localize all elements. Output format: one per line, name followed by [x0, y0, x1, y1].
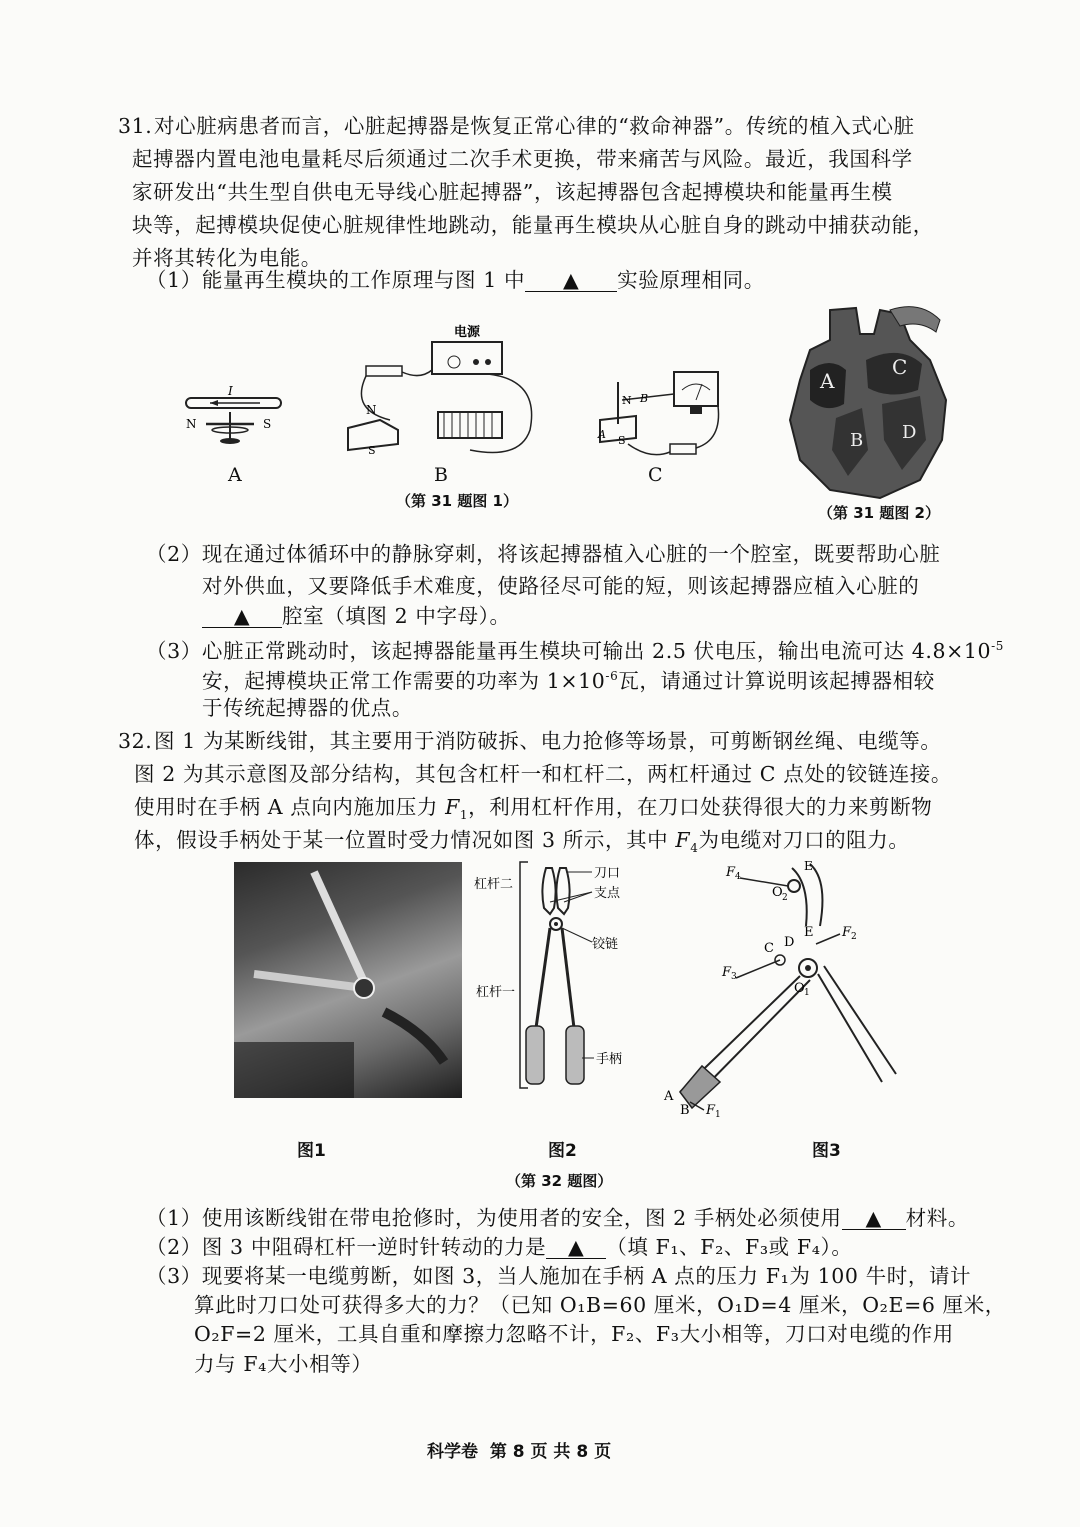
heart-chamber-a: A	[820, 369, 835, 393]
q32-part3-line-1: （3）现要将某一电缆剪断，如图 3，当人施加在手柄 A 点的压力 F₁为 100 牛时，请计	[146, 1264, 972, 1288]
fig3-f1: F	[706, 1103, 716, 1118]
fig3-f4: F	[726, 865, 736, 880]
fig2-part-blade: 刀口	[594, 866, 621, 881]
q31-part1-answer-blank[interactable]	[525, 269, 617, 292]
q31-part2-line-1: （2）现在通过体循环中的静脉穿刺，将该起搏器植入心脏的一个腔室，既要帮助心脏	[146, 542, 941, 566]
fig1-b-north: N	[366, 403, 377, 417]
q31-part2-text-after: 腔室（填图 2 中字母）。	[282, 604, 511, 628]
q32-figure-2-diagram	[470, 858, 640, 1096]
q31-part3-text-2b: 瓦，请通过计算说明该起搏器相较	[618, 668, 935, 693]
q31-part3-text-1: （3）心脏正常跳动时，该起搏器能量再生模块可输出 2.5 伏电压，输出电流可达 4.8×10	[146, 638, 992, 663]
q31-part1	[146, 266, 765, 294]
fig1-caption: （第 31 题图 1）	[396, 492, 518, 510]
q32-f4-sub: 4	[690, 841, 699, 856]
q32-figure-caption: （第 32 题图）	[506, 1172, 613, 1190]
q31-number: 31.	[118, 114, 153, 138]
q32-part3-line-4: 力与 F₄大小相等）	[194, 1352, 373, 1376]
q32-fig-label-2: 图2	[548, 1141, 577, 1161]
fig3-a: A	[664, 1089, 674, 1104]
fig3-f2: F	[842, 925, 852, 940]
q32-part1-answer-blank[interactable]	[842, 1207, 906, 1230]
q31-part3-text-2: 安，起搏模块正常工作需要的功率为 1×10	[202, 668, 606, 693]
heart-chamber-b: B	[850, 430, 864, 451]
q31-stem-line-2: 起搏器内置电池电量耗尽后须通过二次手术更换，带来痛苦与风险。最近，我国科学	[132, 147, 913, 171]
q31-figure-2-heart	[770, 300, 960, 500]
fig1-label-a: A	[228, 464, 242, 486]
fig1-c-south: S	[618, 434, 626, 447]
fig1-power-label: 电源	[454, 325, 481, 340]
fig1-c-point-b: B	[640, 392, 649, 405]
q32-f-symbol: F	[445, 795, 460, 819]
q31-part1-text: （1）能量再生模块的工作原理与图 1 中	[146, 268, 526, 292]
fig3-b: B	[680, 1103, 690, 1118]
fig2-caption: （第 31 题图 2）	[818, 504, 940, 522]
blank-triangle-icon: ▲	[233, 604, 251, 628]
fig3-o2: O	[772, 885, 783, 900]
fig3-o2-sub: 2	[782, 893, 788, 903]
q32-stem-line-2: 图 2 为其示意图及部分结构，其包含杠杆一和杠杆二，两杠杆通过 C 点处的铰链连接。	[134, 762, 952, 786]
page-footer: 科学卷 第 8 页 共 8 页	[427, 1442, 612, 1462]
q32-number: 32.	[118, 729, 153, 753]
fig1-b-south: S	[368, 444, 376, 457]
fig2-part-fulcrum: 支点	[594, 886, 621, 901]
q31-part1-text-after: 实验原理相同。	[617, 268, 765, 292]
q31-part3-exp-2: -6	[605, 669, 619, 683]
fig3-o1: O	[794, 981, 805, 996]
q31-part2-line-2: 对外供血，又要降低手术难度，使路径尽可能的短，则该起搏器应植入心脏的	[202, 574, 920, 598]
fig2-part-hinge: 铰链	[592, 937, 619, 952]
fig2-part-lever-2: 杠杆二	[474, 877, 514, 892]
fig1-south: S	[263, 417, 272, 431]
fig3-f3: F	[722, 965, 732, 980]
q31-part3-line-3: 于传统起搏器的优点。	[202, 696, 413, 720]
q32-figure-1-photo	[234, 862, 462, 1098]
q31-part3-exp-1: -5	[991, 639, 1005, 653]
q32-part3-line-2: 算此时刀口处可获得多大的力？（已知 O₁B=60 厘米，O₁D=4 厘米，O₂E=6 厘米，	[194, 1293, 1006, 1317]
fig1-c-apparatus	[597, 372, 719, 455]
blank-triangle-icon: ▲	[568, 1235, 585, 1259]
q31-stem-line-3: 家研发出“共生型自供电无导线心脏起搏器”，该起搏器包含起搏模块和能量再生模	[132, 180, 893, 204]
q31-part2-answer-blank[interactable]	[202, 605, 282, 628]
q32-part3-line-3: O₂F=2 厘米，工具自重和摩擦力忽略不计，F₂、F₃大小相等，刀口对电缆的作用	[194, 1322, 954, 1346]
fig3-c: C	[764, 941, 774, 956]
fig1-north: N	[186, 417, 197, 431]
fig3-f3-sub: 3	[731, 972, 737, 982]
fig3-e-top: E	[804, 859, 813, 873]
q32-figure-3-force-diagram	[660, 856, 900, 1118]
blank-triangle-icon: ▲	[562, 268, 580, 292]
q32-part1-text-after: 材料。	[905, 1206, 969, 1230]
q32-fig-label-3: 图3	[812, 1141, 841, 1161]
heart-chamber-d: D	[902, 422, 917, 443]
q31-part3-line-1	[146, 632, 1004, 665]
fig1-c-point-a: A	[598, 428, 606, 441]
fig3-f2-sub: 2	[851, 932, 857, 942]
blank-triangle-icon: ▲	[865, 1206, 882, 1230]
fig1-c-north: N	[622, 394, 632, 407]
fig1-label-c: C	[648, 464, 663, 486]
fig1-label-b: B	[434, 464, 448, 486]
q31-stem-line-5: 并将其转化为电能。	[132, 246, 322, 270]
fig1-current-label: I	[228, 384, 233, 398]
q32-f1-sub: 1	[459, 808, 469, 823]
q32-stem-4a: 体，假设手柄处于某一位置时受力情况如图 3 所示，其中	[134, 828, 676, 852]
q31-figure-1	[170, 320, 730, 495]
q32-part2-answer-blank[interactable]	[546, 1236, 606, 1259]
q32-stem-4b: 为电缆对刀口的阻力。	[698, 828, 910, 852]
q31-part2-line-3	[202, 602, 511, 630]
q32-stem-3a: 使用时在手柄 A 点向内施加压力	[134, 795, 446, 819]
fig1-b-apparatus	[348, 324, 532, 457]
q32-stem-line-1: 图 1 为某断线钳，其主要用于消防破拆、电力抢修等场景，可剪断钢丝绳、电缆等。	[154, 729, 942, 753]
q32-part1-text: （1）使用该断线钳在带电抢修时，为使用者的安全，图 2 手柄处必须使用	[146, 1206, 842, 1230]
q32-stem-line-3	[134, 793, 932, 829]
q31-part3-line-2	[202, 662, 935, 695]
q32-part1	[146, 1204, 969, 1232]
q32-stem-3b: ，利用杠杆作用，在刀口处获得很大的力来剪断物	[468, 795, 933, 819]
q31-stem-line-1: 对心脏病患者而言，心脏起搏器是恢复正常心律的“救命神器”。传统的植入式心脏	[154, 114, 915, 138]
fig3-f1-sub: 1	[715, 1110, 721, 1118]
heart-chamber-c: C	[892, 355, 908, 379]
q32-part2-text: （2）图 3 中阻碍杠杆一逆时针转动的力是	[146, 1235, 547, 1259]
fig3-o1-sub: 1	[804, 988, 810, 998]
q32-part2	[146, 1233, 852, 1261]
q32-part2-text-after: （填 F₁、F₂、F₃或 F₄）。	[606, 1235, 853, 1259]
fig3-e: E	[804, 925, 814, 940]
q32-f4-symbol: F	[675, 828, 691, 852]
q31-stem-line-4: 块等，起搏模块促使心脏规律性地跳动，能量再生模块从心脏自身的跳动中捕获动能，	[132, 213, 934, 237]
fig2-part-lever-1: 杠杆一	[476, 985, 516, 1000]
fig3-f4-sub: 4	[735, 872, 741, 882]
fig1-a-apparatus	[186, 384, 281, 444]
fig2-part-handle: 手柄	[596, 1052, 623, 1067]
q32-fig-label-1: 图1	[297, 1141, 326, 1161]
fig3-d: D	[784, 935, 795, 950]
